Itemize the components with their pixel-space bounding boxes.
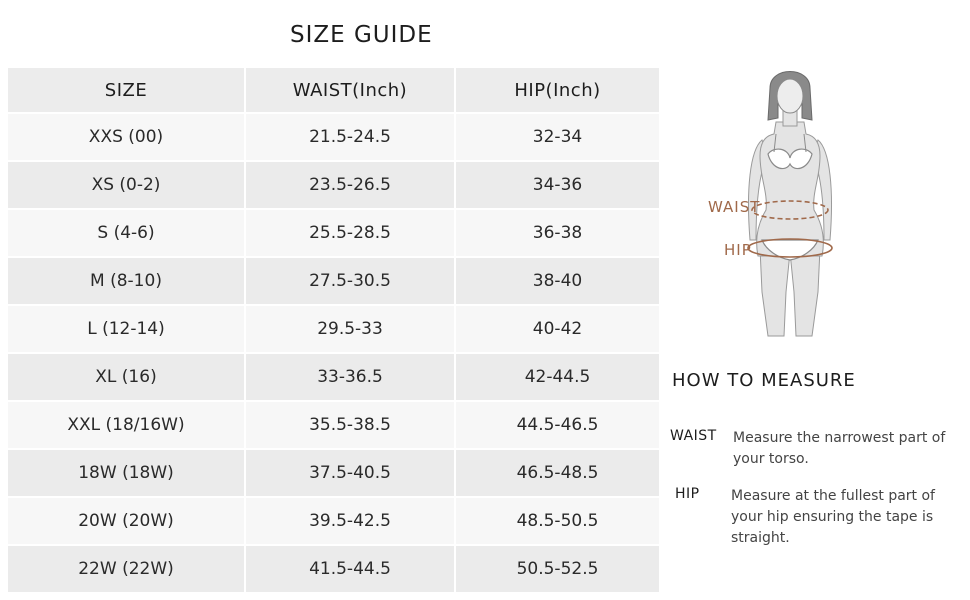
table-row: [8, 354, 659, 400]
measure-text-waist: Measure the narrowest part of your torso.: [733, 430, 946, 467]
cell-size: M (8-10): [8, 258, 244, 304]
table-row: [8, 258, 659, 304]
how-to-measure-title: HOW TO MEASURE: [672, 370, 856, 391]
header-waist: WAIST(Inch): [246, 68, 454, 112]
table-row: [8, 450, 659, 496]
table-body: [8, 114, 659, 592]
body-figure-illustration: [690, 60, 890, 340]
measure-label-hip: HIP: [675, 486, 700, 502]
cell-size: XXL (18/16W): [8, 402, 244, 448]
measure-label-waist: WAIST: [670, 428, 717, 444]
table-row: [8, 402, 659, 448]
cell-hip: 38-40: [456, 258, 659, 304]
cell-hip: 32-34: [456, 114, 659, 160]
page-title: SIZE GUIDE: [290, 22, 433, 48]
cell-hip: 48.5-50.5: [456, 498, 659, 544]
table-row: [8, 210, 659, 256]
cell-waist: 29.5-33: [246, 306, 454, 352]
cell-size: XL (16): [8, 354, 244, 400]
cell-waist: 35.5-38.5: [246, 402, 454, 448]
cell-hip: 50.5-52.5: [456, 546, 659, 592]
cell-waist: 37.5-40.5: [246, 450, 454, 496]
table-header-row: [8, 68, 659, 112]
cell-hip: 44.5-46.5: [456, 402, 659, 448]
table-row: [8, 498, 659, 544]
cell-size: 22W (22W): [8, 546, 244, 592]
cell-hip: 42-44.5: [456, 354, 659, 400]
figure-waist-label: WAIST: [708, 198, 761, 216]
cell-waist: 21.5-24.5: [246, 114, 454, 160]
cell-waist: 23.5-26.5: [246, 162, 454, 208]
cell-size: L (12-14): [8, 306, 244, 352]
cell-size: 20W (20W): [8, 498, 244, 544]
measure-text-hip: Measure at the fullest part of your hip ensuring the tape is straight.: [731, 488, 935, 546]
cell-size: 18W (18W): [8, 450, 244, 496]
table-row: [8, 546, 659, 592]
table-row: [8, 114, 659, 160]
cell-size: XS (0-2): [8, 162, 244, 208]
cell-hip: 40-42: [456, 306, 659, 352]
table-row: [8, 306, 659, 352]
body-measure-figure: [690, 60, 890, 340]
header-hip: HIP(Inch): [456, 68, 659, 112]
cell-waist: 39.5-42.5: [246, 498, 454, 544]
cell-waist: 33-36.5: [246, 354, 454, 400]
cell-waist: 25.5-28.5: [246, 210, 454, 256]
figure-hip-label: HIP: [724, 241, 752, 259]
size-table: [6, 66, 661, 594]
cell-waist: 27.5-30.5: [246, 258, 454, 304]
cell-hip: 36-38: [456, 210, 659, 256]
cell-size: XXS (00): [8, 114, 244, 160]
cell-hip: 46.5-48.5: [456, 450, 659, 496]
cell-waist: 41.5-44.5: [246, 546, 454, 592]
cell-hip: 34-36: [456, 162, 659, 208]
table-row: [8, 162, 659, 208]
cell-size: S (4-6): [8, 210, 244, 256]
header-size: SIZE: [8, 68, 244, 112]
